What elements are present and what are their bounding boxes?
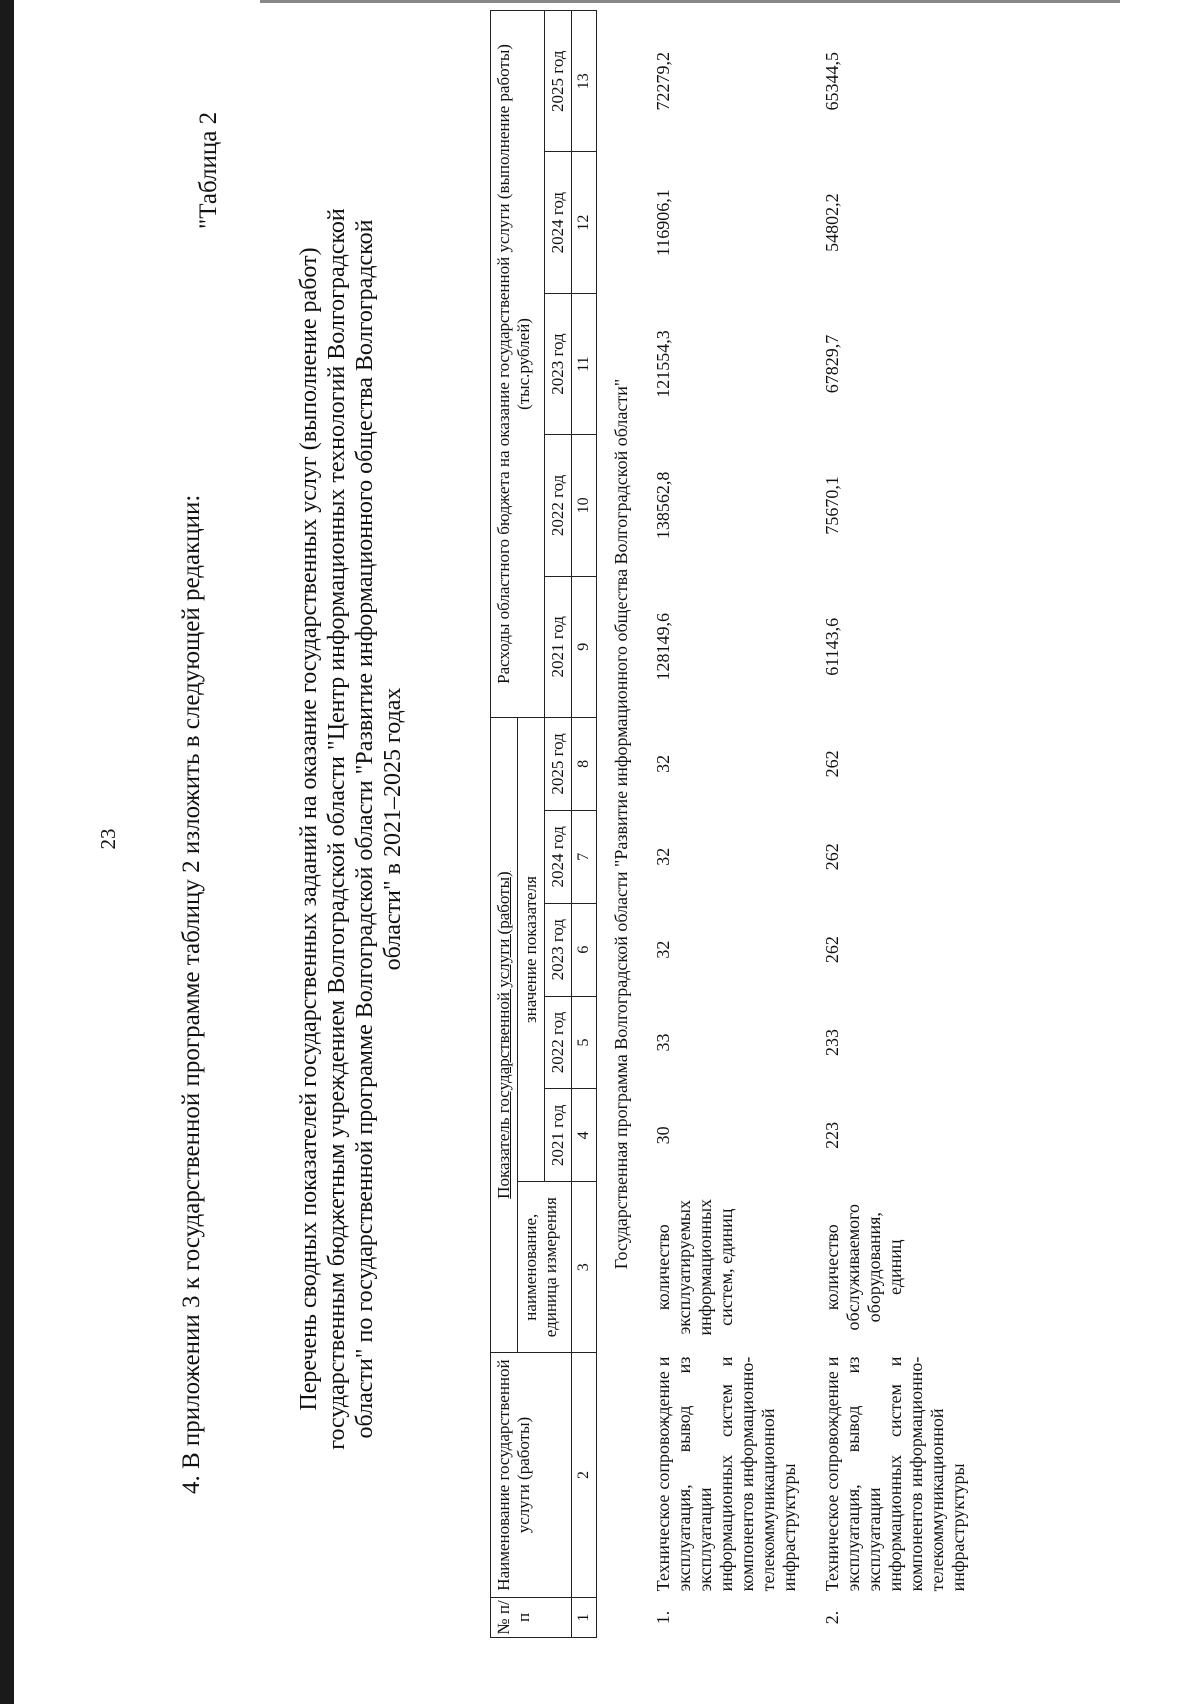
- indicator-value: 32: [653, 940, 673, 959]
- header-value-group: значение показателя: [518, 717, 545, 1181]
- column-number: 5: [572, 996, 597, 1089]
- indicator-value: 262: [822, 750, 842, 778]
- column-number: 7: [572, 810, 597, 903]
- indicator-value: 32: [653, 847, 673, 866]
- column-number: 11: [572, 293, 597, 434]
- expense-value: 67829,7: [822, 334, 842, 394]
- table-label: "Таблица 2: [195, 111, 222, 229]
- expense-value: 75670,1: [822, 476, 842, 535]
- indicator-value: 33: [653, 1033, 673, 1052]
- indicator-value: 223: [822, 1121, 842, 1149]
- indicator-value: 30: [653, 1126, 673, 1145]
- expense-value: 72279,2: [653, 51, 673, 111]
- indicator-value: 262: [822, 936, 842, 964]
- header-year: 2021 год: [545, 1089, 572, 1182]
- expense-value: 116906,1: [653, 189, 673, 257]
- column-number: 13: [572, 11, 597, 152]
- column-number: 1: [572, 1597, 597, 1637]
- header-expenses-group: Расходы областного бюджета на оказание государственной услуги (выполнение работы) (тыс.рублей): [491, 11, 545, 718]
- header-year: 2023 год: [545, 903, 572, 996]
- row-number: 1.: [653, 1610, 673, 1625]
- expense-value: 121554,3: [653, 330, 673, 398]
- expense-value: 128149,6: [653, 613, 673, 681]
- header-row-number: № п/п: [491, 1597, 572, 1637]
- service-name: Техническое сопровождение и эксплуатация, вывод из эксплуатации информационных систем и компонентов информационно-телекоммуникационной инфраструктуры: [822, 1356, 968, 1592]
- page-number: 23: [96, 828, 120, 850]
- program-title: Государственная программа Волгоградской области "Развитие информационного общества Волгоградской области": [611, 378, 631, 1270]
- header-service-name: Наименование государственной услуги (работы): [491, 1353, 572, 1598]
- expense-value: 61143,6: [822, 617, 842, 676]
- header-year: 2024 год: [545, 810, 572, 903]
- indicator-value: 32: [653, 754, 673, 773]
- header-year: 2023 год: [545, 293, 572, 434]
- column-number: 12: [572, 152, 597, 293]
- column-number: 3: [572, 1182, 597, 1353]
- column-number: 10: [572, 435, 597, 576]
- column-number: 2: [572, 1353, 597, 1598]
- header-year: 2022 год: [545, 996, 572, 1089]
- indicator-unit: количество обслуживаемого оборудования, единиц: [822, 1203, 905, 1331]
- column-number: 4: [572, 1089, 597, 1182]
- header-indicator-group: Показатель государственной услуги (работы): [491, 717, 518, 1352]
- column-number: 9: [572, 576, 597, 717]
- indicator-value: 233: [822, 1028, 842, 1056]
- indicators-table: [490, 10, 977, 1638]
- header-year: 2022 год: [545, 435, 572, 576]
- service-name: Техническое сопровождение и эксплуатация, вывод из эксплуатации информационных систем и компонентов информационно-телекоммуникационной инфраструктуры: [653, 1356, 799, 1592]
- column-number: 8: [572, 717, 597, 810]
- indicator-value: 262: [822, 843, 842, 871]
- header-year: 2021 год: [545, 576, 572, 717]
- table-heading: Перечень сводных показателей государственных заданий на оказание государственных услуг (выполнение работ) государственным бюджетным учреждением Волгоградской области "Центр информационных технологий Волгоградской области" по государственной программе Волгоградской области "Развитие информационного общества Волгоградской области" в 2021–2025 годах: [296, 208, 406, 1450]
- header-unit: наименование, единица измерения: [518, 1182, 572, 1353]
- header-year: 2024 год: [545, 152, 572, 293]
- expense-value: 138562,8: [653, 471, 673, 540]
- indicator-unit: количество эксплуатируемых информационных систем, единиц: [653, 1198, 736, 1336]
- column-number: 6: [572, 903, 597, 996]
- header-year: 2025 год: [545, 717, 572, 810]
- row-number: 2.: [822, 1610, 842, 1625]
- expense-value: 54802,2: [822, 193, 842, 252]
- table-row: [639, 11, 808, 1638]
- header-year: 2025 год: [545, 11, 572, 152]
- table-row: [808, 11, 977, 1638]
- instruction-text: 4. В приложении 3 к государственной программе таблицу 2 изложить в следующей редакции:: [178, 494, 205, 1494]
- expense-value: 65344,5: [822, 51, 842, 111]
